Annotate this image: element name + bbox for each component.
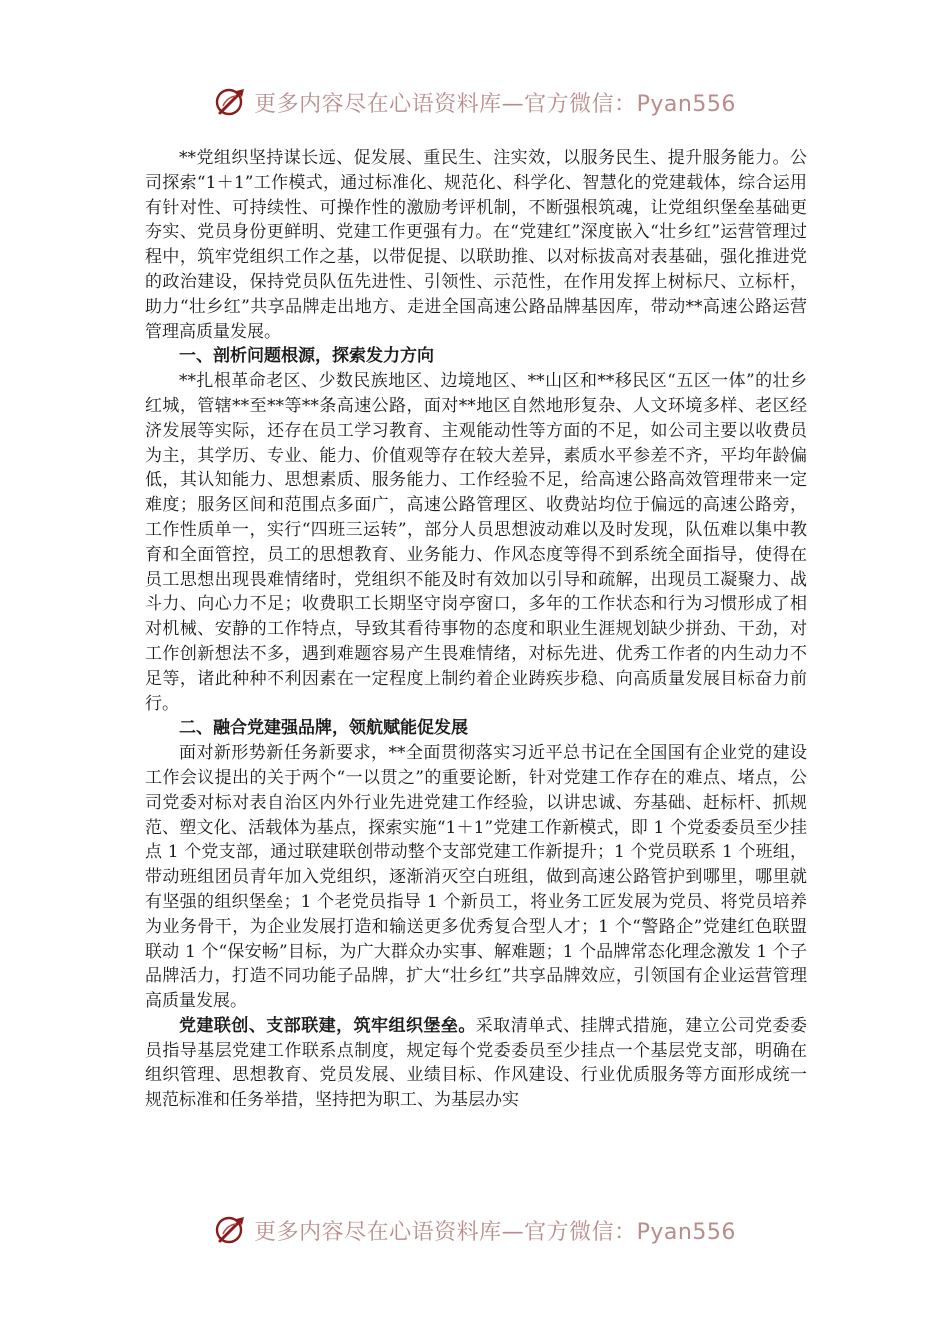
section-heading-2: 二、融合党建强品牌，领航赋能促发展 xyxy=(179,718,468,739)
paragraph-subsection-1 xyxy=(145,1014,807,1113)
watermark-banner-top xyxy=(0,82,950,122)
paragraph-section-2: 面对新形势新任务新要求，**全面贯彻落实习近平总书记在全国国有企业党的建设工作会议提出的关于两个“一以贯之”的重要论断，针对党建工作存在的难点、堵点，公司党委对标对表自治区内外行业先进党建工作经验，以讲忠诚、夯基础、赶标杆、抓规范、塑文化、活载体为基点，探索实施“1＋1”党建工作新模式，即 1 个党委委员至少挂点 1 个党支部，通过联建联创带动整个支部党建工作新提升；1 个党员联系 1 个班组，带动班组团员青年加入党组织，逐渐消灭空白班组，做到高速公路管护到哪里，哪里就有坚强的组织堡垒；1 个老党员指导 1 个新员工，将业务工匠发展为党员、将党员培养为业务骨干，为企业发展打造和输送更多优秀复合型人才；1 个“警路企”党建红色联盟联动 1 个“保安畅”目标，为广大群众办实事、解难题；1 个品牌常态化理念激发 1 个子品牌活力，打造不同功能子品牌，扩大“壮乡红”共享品牌效应，引领国有企业运营管理高质量发展。 xyxy=(145,743,807,1012)
document-body xyxy=(145,146,807,1113)
pen-logo-icon xyxy=(214,1213,248,1247)
watermark-text: 更多内容尽在心语资料库—官方微信：Pyan556 xyxy=(254,91,736,117)
subsection-lead-title: 党建联创、支部联建，筑牢组织堡垒。 xyxy=(179,1015,476,1036)
subsection-text: 采取清单式、挂牌式措施，建立公司党委委员指导基层党建工作联系点制度，规定每个党委委员至少挂点一个基层党支部，明确在组织管理、思想教育、党员发展、业绩目标、作风建设、行业优质服务等方面形成统一规范标准和任务举措，坚持把为职工、为基层办实 xyxy=(145,1015,808,1111)
watermark-banner-bottom xyxy=(0,1210,950,1250)
watermark-text: 更多内容尽在心语资料库—官方微信：Pyan556 xyxy=(254,1219,736,1245)
section-heading-1: 一、剖析问题根源，探索发力方向 xyxy=(179,346,434,367)
paragraph-section-1: **扎根革命老区、少数民族地区、边境地区、**山区和**移民区“五区一体”的壮乡红城，管辖**至**等**条高速公路，面对**地区自然地形复杂、人文环境多样、老区经济发展等实际，还存在员工学习教育、主观能动性等方面的不足，如公司主要以收费员为主，其学历、专业、能力、价值观等存在较大差异，素质水平参差不齐，平均年龄偏低，其认知能力、思想素质、服务能力、工作经验不足，给高速公路高效管理带来一定难度；服务区间和范围点多面广，高速公路管理区、收费站均位于偏远的高速公路旁，工作性质单一，实行“四班三运转”，部分人员思想波动难以及时发现，队伍难以集中教育和全面管控，员工的思想教育、业务能力、作风态度等得不到系统全面指导，使得在员工思想出现畏难情绪时，党组织不能及时有效加以引导和疏解，出现员工凝聚力、战斗力、向心力不足；收费职工长期坚守岗亭窗口，多年的工作状态和行为习惯形成了相对机械、安静的工作特点，导致其看待事物的态度和职业生涯规划缺少拼劲、干劲，对工作创新想法不多，遇到难题容易产生畏难情绪，对标先进、优秀工作者的内生动力不足等，诸此种种不利因素在一定程度上制约着企业踌疾步稳、向高质量发展目标奋力前行。 xyxy=(145,371,807,714)
paragraph-intro: **党组织坚持谋长远、促发展、重民生、注实效，以服务民生、提升服务能力。公司探索“1＋1”工作模式，通过标准化、规范化、科学化、智慧化的党建载体，综合运用有针对性、可持续性、可操作性的激励考评机制，不断强根筑魂，让党组织堡垒基础更夯实、党员身份更鲜明、党建工作更强有力。在“党建红”深度嵌入“壮乡红”运营管理过程中，筑牢党组织工作之基，以带促提、以联助推、以对标拔高对表基础，强化推进党的政治建设，保持党员队伍先进性、引领性、示范性，在作用发挥上树标尺、立标杆，助力“壮乡红”共享品牌走出地方、走进全国高速公路品牌基因库，带动**高速公路运营管理高质量发展。 xyxy=(145,148,807,342)
pen-logo-icon xyxy=(214,85,248,119)
